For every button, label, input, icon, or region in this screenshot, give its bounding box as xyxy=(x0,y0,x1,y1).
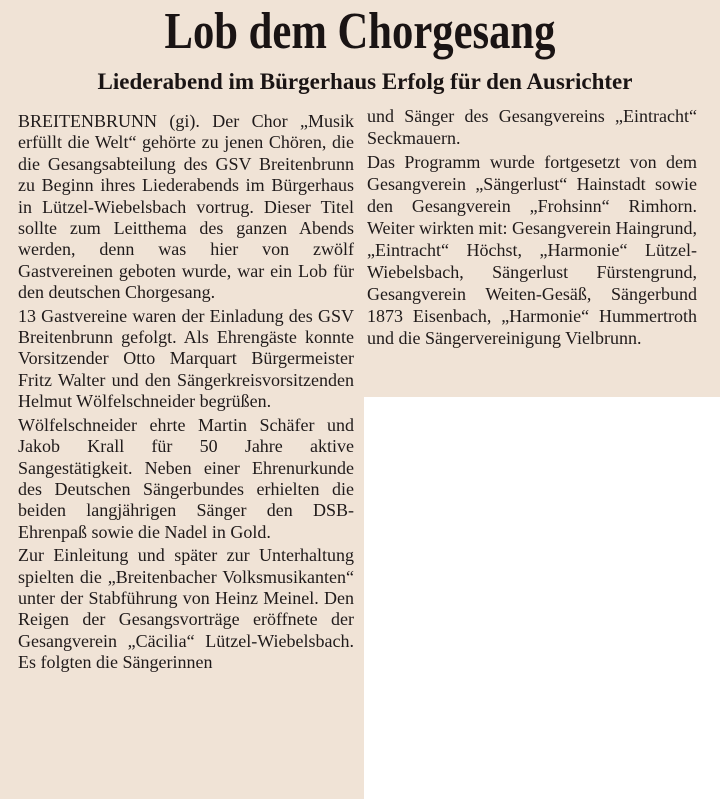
paragraph-continuation: und Sänger des Gesangvereins „Eintracht“ Seckmauern. xyxy=(367,106,697,148)
paragraph-program-start: Zur Einleitung und später zur Unterhaltung spielten die „Breitenbacher Volksmusikanten“ unter der Stabführung von Heinz Meinel. Den Reigen der Gesangsvorträge eröffnete der Gesangverein „Cäcilia“ Lützel-Wiebelsbach. Es folgten die Sängerinnen xyxy=(18,545,354,673)
blank-area xyxy=(364,397,720,799)
subheadline: Liederabend im Bürgerhaus Erfolg für den Ausrichter xyxy=(97,69,633,94)
article-column-right xyxy=(367,105,697,349)
headline: Lob dem Chorgesang xyxy=(164,3,556,60)
paragraph-honors: Wölfelschneider ehrte Martin Schäfer und Jakob Krall für 50 Jahre aktive Sangestätigkeit. Neben einer Ehrenurkunde des Deutschen Sängerbundes erhielten die beiden langjährigen Sänger den DSB-Ehrenpaß sowie die Nadel in Gold. xyxy=(18,414,354,542)
paragraph-guests: 13 Gastvereine waren der Einladung des GSV Breitenbrunn gefolgt. Als Ehrengäste konnte Vorsitzender Otto Marquart Bürgermeister Fritz Walter und den Sängerkreisvorsitzenden Helmut Wölfelschneider begrüßen. xyxy=(18,305,354,412)
paragraph-intro: BREITENBRUNN (gi). Der Chor „Musik erfüllt die Welt“ gehörte zu jenen Chören, die die Gesangsabteilung des GSV Breitenbrunn zu Beginn ihres Liederabends im Bürgerhaus in Lützel-Wiebelsbach vortrug. Dieser Titel sollte zum Leitthema des ganzen Abends werden, denn was hier von zwölf Gastvereinen geboten wurde, war ein Lob für den deutschen Chorgesang. xyxy=(18,111,354,303)
paragraph-program-continued: Das Programm wurde fortgesetzt von dem Gesangverein „Sängerlust“ Hainstadt sowie den Gesangverein „Frohsinn“ Rimhorn. Weiter wirkten mit: Gesangverein Haingrund, „Eintracht“ Höchst, „Harmonie“ Lützel-Wiebelsbach, Sängerlust Fürstengrund, Gesangverein Weiten-Gesäß, Sängerbund 1873 Eisenbach, „Harmonie“ Hummertroth und die Sängervereinigung Vielbrunn. xyxy=(367,152,697,348)
article-column-left xyxy=(18,111,354,674)
